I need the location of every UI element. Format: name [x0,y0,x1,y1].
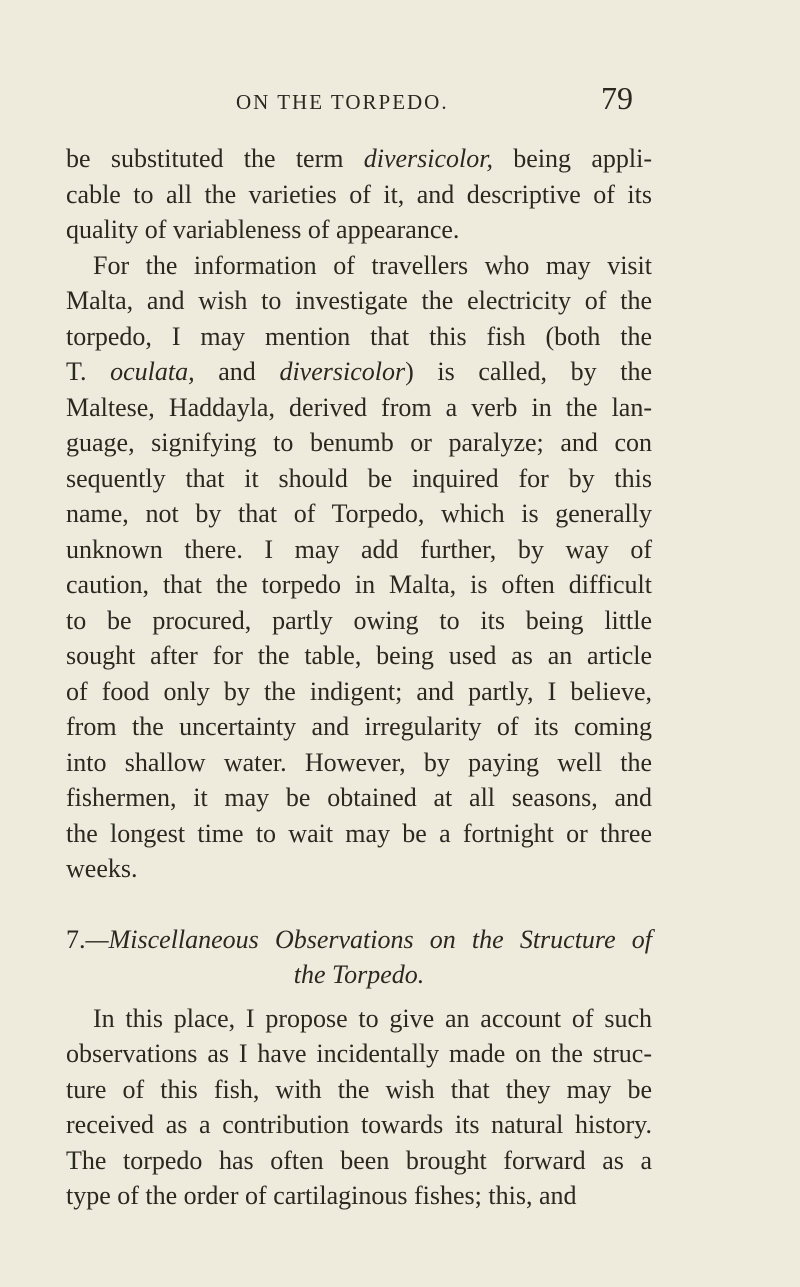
text-line [66,816,652,852]
text-segment: ture of this fish, with the wish that they may be [66,1074,652,1104]
section-heading [66,922,652,993]
text-segment: fishermen, it may be obtained at all seasons, and [66,783,652,812]
text-line [66,1107,652,1143]
text-segment: type of the order of cartilaginous fishes; this, and [66,1181,577,1210]
text-segment: torpedo, I may mention that this fish (both the [66,321,652,351]
page-number: 79 [601,80,633,116]
section-number: 7. [66,924,86,954]
text-segment: T. [66,357,111,386]
text-segment: unknown there. I may add further, by way of [66,534,652,564]
text-line [66,283,652,319]
text-line [66,390,652,426]
text-line [66,177,652,213]
text-line [66,141,652,177]
text-segment: diversicolor [279,357,406,386]
text-line [66,532,652,568]
text-line [66,745,652,781]
paragraph-1 [66,141,652,248]
text-segment: weeks. [66,854,138,883]
running-title: ON THE TORPEDO. [236,90,449,114]
text-segment: diversicolor, [363,144,494,173]
section-title-line-2: the Torpedo. [293,960,425,989]
text-segment: being appli- [493,144,652,173]
text-line [66,567,652,603]
text-line [66,461,652,497]
text-line [66,425,652,461]
text-segment: In this place, I propose to give an account of such [93,1003,652,1033]
text-segment: received as a contribution towards its natural history. [66,1110,652,1139]
text-segment: Malta, and wish to investigate the electricity of the [66,286,652,315]
text-segment: oculata, [110,357,195,386]
text-line [66,319,652,355]
text-segment: ) is called, by the [405,357,652,386]
text-segment: Maltese, Haddayla, derived from a verb in the lan- [66,392,652,422]
text-segment: sequently that it should be inquired for by this [66,463,652,493]
text-segment: caution, that the torpedo in Malta, is often difficult [66,570,652,599]
text-segment: from the uncertainty and irregularity of its coming [66,712,652,741]
text-line [66,212,652,248]
text-line [66,674,652,710]
text-line [66,1001,652,1037]
text-segment: name, not by that of Torpedo, which is generally [66,499,652,528]
text-segment: and [194,357,280,386]
text-line [66,1143,652,1179]
text-segment: sought after for the table, being used as an article [66,641,652,670]
text-line [66,1072,652,1108]
text-line [66,248,652,284]
body-text [66,141,652,1214]
text-segment: cable to all the varieties of it, and descriptive of its [66,179,652,209]
text-line [66,638,652,674]
text-segment: into shallow water. However, by paying well the [66,747,652,777]
running-head [0,80,800,126]
text-segment: observations as I have incidentally made on the struc- [66,1039,652,1068]
text-segment: of food only by the indigent; and partly, I believe, [66,676,652,706]
text-line [66,354,652,390]
text-segment: guage, signifying to benumb or paralyze; and con [66,428,652,457]
text-line [66,709,652,745]
text-line [66,780,652,816]
text-line [66,496,652,532]
text-segment: For the information of travellers who may visit [93,250,652,280]
text-line [66,851,652,887]
text-line [66,1036,652,1072]
paragraph-2 [66,248,652,887]
text-line [66,1178,652,1214]
text-segment: The torpedo has often been brought forward as a [66,1145,652,1175]
section-title-line-1: —Miscellaneous Observations on the Structure of [85,924,652,954]
text-segment: to be procured, partly owing to its being little [66,605,652,635]
paragraph-3 [66,1001,652,1214]
text-segment: quality of variableness of appearance. [66,215,460,244]
text-segment: the longest time to wait may be a fortnight or three [66,818,652,848]
text-line [66,603,652,639]
text-segment: be substituted the term [66,144,364,173]
section-heading-line-1 [66,922,652,958]
